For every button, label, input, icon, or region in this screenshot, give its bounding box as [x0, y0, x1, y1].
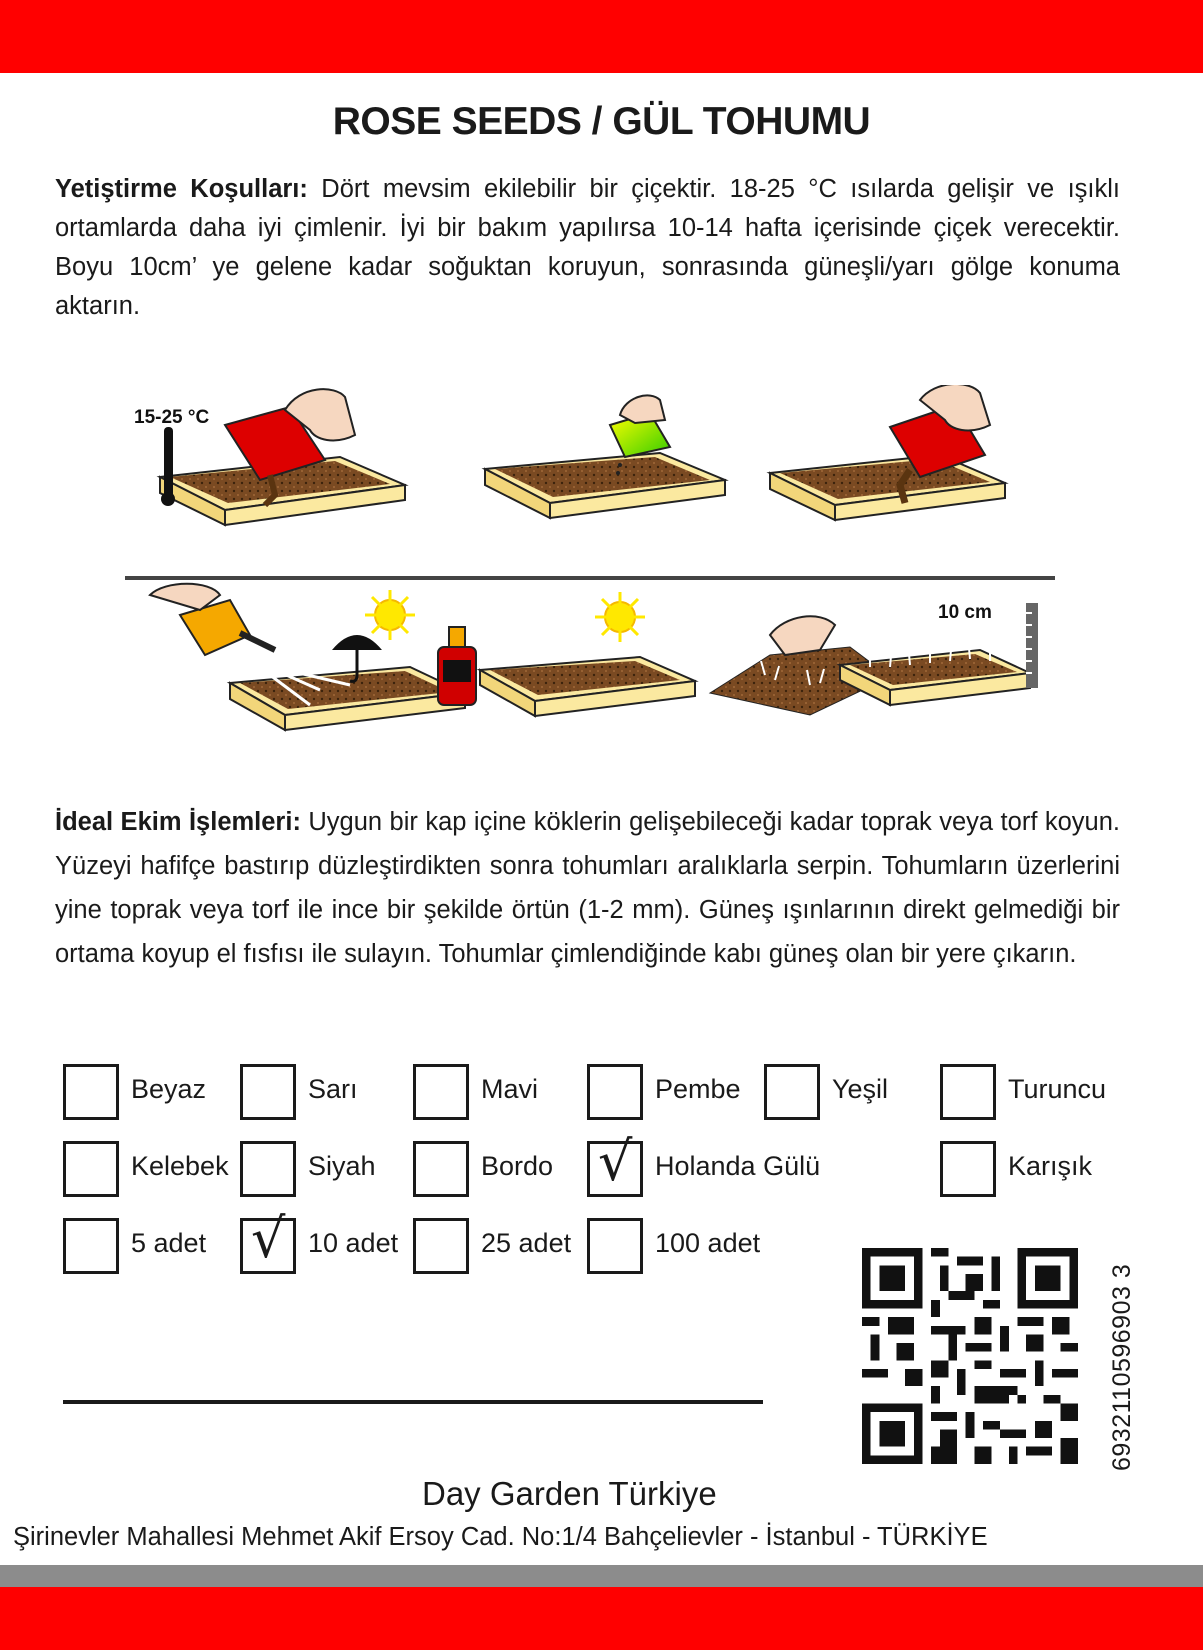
checkbox[interactable]	[240, 1141, 296, 1197]
option-label: Sarı	[308, 1074, 358, 1104]
option-label: Mavi	[481, 1074, 539, 1104]
checkbox[interactable]	[587, 1218, 643, 1274]
checkbox[interactable]	[413, 1141, 469, 1197]
thermometer-icon	[161, 427, 175, 506]
option-label: Karışık	[1008, 1151, 1093, 1181]
option-label: 25 adet	[481, 1228, 572, 1258]
ruler-icon	[1026, 603, 1038, 688]
bottle-icon	[438, 627, 476, 705]
option-label: 5 adet	[131, 1228, 207, 1258]
ideal-sowing-paragraph	[55, 800, 1120, 976]
growing-text: Dört mevsim ekilebilir bir çiçektir. 18-25 °C ısılarda gelişir ve ışıklı ortamlarda daha iyi çimlenir. İyi bir bakım yapılırsa 10-14 hafta içerisinde çiçek verecektir. Boyu 10cm’ ye gelene kadar soğuktan koruyun, sonrasında güneşli/yarı gölge konuma aktarın.	[55, 175, 1120, 320]
grown-tray-icon	[840, 637, 1030, 705]
option-label: 100 adet	[655, 1228, 761, 1258]
checkbox-checked[interactable]	[587, 1130, 643, 1197]
sowing-heading: İdeal Ekim İşlemleri:	[55, 808, 301, 836]
checkbox[interactable]	[413, 1064, 469, 1120]
checkbox[interactable]	[940, 1064, 996, 1120]
covering-tray-icon	[770, 455, 1005, 520]
checkbox[interactable]	[587, 1064, 643, 1120]
option-label: Kelebek	[131, 1151, 229, 1181]
page-title: ROSE SEEDS / GÜL TOHUMU	[332, 100, 871, 143]
checkbox[interactable]	[63, 1064, 119, 1120]
brand-name: Day Garden Türkiye	[422, 1475, 717, 1512]
bottom-red-band	[0, 1587, 1203, 1650]
option-label: Beyaz	[131, 1074, 207, 1104]
option-label: Bordo	[481, 1151, 554, 1181]
option-label: Yeşil	[832, 1074, 889, 1104]
check-mark-icon: √	[251, 1207, 286, 1270]
checkbox[interactable]	[413, 1218, 469, 1274]
checkbox[interactable]	[940, 1141, 996, 1197]
growing-heading: Yetiştirme Koşulları:	[55, 175, 308, 203]
top-red-band	[0, 0, 1203, 73]
checkbox-checked[interactable]	[240, 1207, 296, 1274]
sun-icon-2	[595, 592, 645, 642]
checkbox[interactable]	[63, 1141, 119, 1197]
seedling-tray-icon	[480, 657, 695, 716]
option-label: Turuncu	[1008, 1074, 1107, 1104]
growing-conditions-paragraph	[55, 170, 1120, 326]
option-label: Siyah	[308, 1151, 376, 1181]
temperature-label: 15-25 °C	[134, 407, 210, 428]
signature-line	[63, 1400, 763, 1404]
bottom-gray-band	[0, 1565, 1203, 1587]
watering-can-icon	[150, 584, 275, 655]
sun-icon	[365, 590, 415, 640]
sowing-text: Uygun bir kap içine köklerin gelişebileceği kadar toprak veya torf koyun. Yüzeyi hafifçe bastırıp düzleştirdikten sonra tohumları aralıklarla serpin. Tohumların üzerlerini yine toprak veya torf ile ince bir şekilde örtün (1-2 mm). Güneş ışınlarının direkt gelmediği bir ortama koyup el fısfısı ile sulayın. Tohumlar çimlendiğinde kabı güneş olan bir yere çıkarın.	[55, 808, 1120, 968]
sowing-illustrations	[120, 385, 1080, 785]
company-address: Şirinevler Mahallesi Mehmet Akif Ersoy Cad. No:1/4 Bahçelievler - İstanbul - TÜRKİYE	[13, 1523, 988, 1551]
option-label: Pembe	[655, 1074, 741, 1104]
sown-tray-icon	[485, 453, 725, 518]
watering-tray-icon	[230, 665, 465, 730]
height-label: 10 cm	[938, 602, 992, 623]
checkbox[interactable]	[764, 1064, 820, 1120]
qr-code-icon	[862, 1248, 1078, 1464]
barcode-number: 6932110596903 3	[1108, 1263, 1136, 1471]
option-label: Holanda Gülü	[655, 1151, 821, 1181]
check-mark-icon: √	[598, 1130, 633, 1193]
option-label: 10 adet	[308, 1228, 399, 1258]
checkbox[interactable]	[63, 1218, 119, 1274]
checkbox[interactable]	[240, 1064, 296, 1120]
